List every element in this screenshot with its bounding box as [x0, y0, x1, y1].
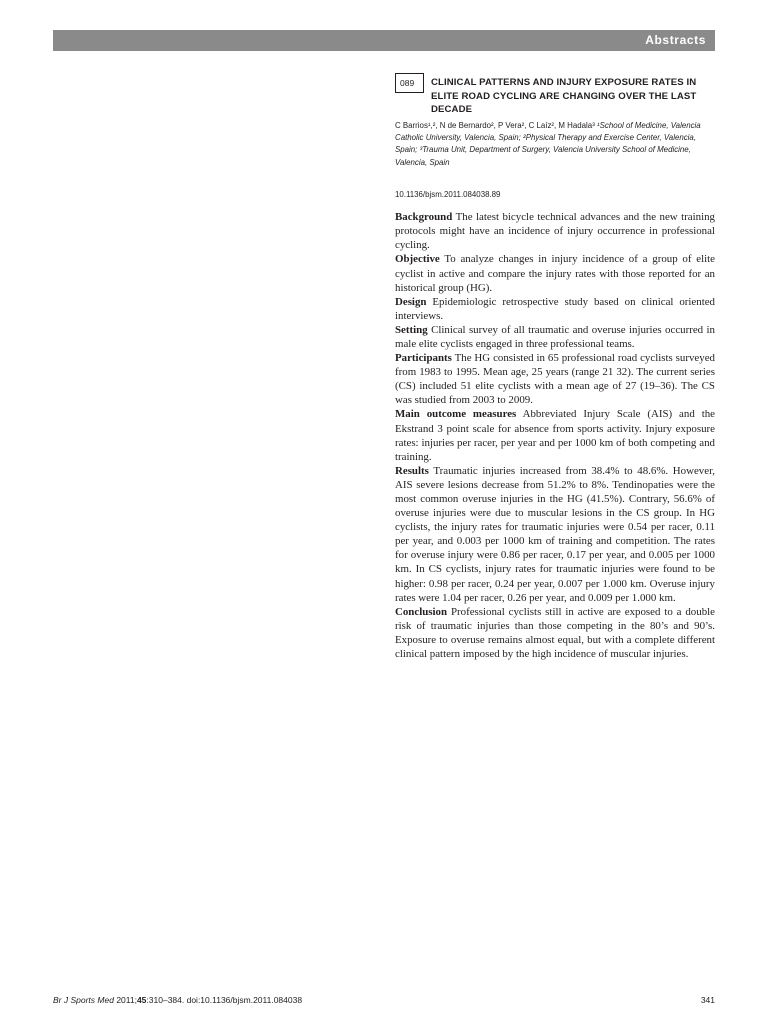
section-text: Traumatic injuries increased from 38.4% to 48.6%. However, AIS severe lesions decrease from 51.2% to 8%. Tendinopaties were the most common overuse injuries in the HG (41.5%). Contrary, 56.6% of overuse injuries were due to muscular lesions in the CS group. In HG cyclists, the injury rates for traumatic injuries were 0.54 per racer, 0.11 per year, and 0.003 per 1000 km of training and competition. The rates for overuse injury were 0.86 per racer, 0.17 per year, and 0.005 per 1000 km. In CS cyclists, injury rates for traumatic injuries were found to be higher: 0.98 per racer, 0.24 per year, 0.007 per 1.000 km. Overuse injury rates were 1.04 per racer, 0.26 per year, and 0.009 per 1.000 km. [395, 464, 715, 604]
journal-year: 2011; [116, 995, 137, 1005]
section-text: Abbreviated Injury Scale (AIS) and the Ekstrand 3 point scale for absence from sports activity. Injury exposure rates: injuries per racer, per year and per 1000 km of both competing and training. [395, 408, 715, 463]
section-design [395, 295, 715, 323]
abstract-doi: 10.1136/bjsm.2011.084038.89 [395, 190, 501, 200]
section-results [395, 464, 715, 605]
section-label: Background [395, 211, 453, 224]
section-text: Professional cyclists still in active are exposed to a double risk of traumatic injuries than those competing in the 80’s and 90’s. Exposure to overuse remains almost equal, but with a complete different clinical pattern imposed by the high incidence of muscular injuries. [395, 605, 715, 661]
section-text: Clinical survey of all traumatic and overuse injuries occurred in male elite cyclists engaged in three professional teams. [395, 323, 715, 350]
section-title: Abstracts [645, 33, 706, 47]
section-setting [395, 323, 715, 351]
journal-volume: 45 [136, 995, 147, 1005]
section-label: Objective [395, 253, 440, 266]
section-text: Epidemiologic retrospective study based on clinical oriented interviews. [395, 295, 715, 322]
journal-pages-doi: :310–384. doi:10.1136/bjsm.2011.084038 [146, 995, 303, 1005]
section-label: Participants [395, 352, 452, 365]
section-main-outcome-measures [395, 407, 715, 463]
author-block [395, 120, 715, 170]
section-text: The latest bicycle technical advances and the new training protocols might have an incidence of injury occurrence in professional cycling. [395, 211, 715, 252]
section-label: Conclusion [395, 605, 448, 618]
section-conclusion [395, 605, 715, 661]
section-label: Main outcome measures [395, 408, 517, 421]
abstract-number: 089 [395, 73, 424, 93]
abstract-title: CLINICAL PATTERNS AND INJURY EXPOSURE RATES IN ELITE ROAD CYCLING ARE CHANGING OVER THE LAST DECADE [431, 77, 697, 115]
citation-footer [53, 995, 302, 1005]
abstract [395, 73, 715, 661]
section-header-bar [53, 30, 715, 51]
section-participants [395, 351, 715, 407]
journal-name: Br J Sports Med [53, 995, 114, 1005]
page-number: 341 [700, 995, 715, 1005]
section-background [395, 210, 715, 252]
author-names: C Barrios¹,², N de Bernardo², P Vera², C Laíz², M Hadala³ [395, 120, 595, 130]
abstract-body [395, 210, 715, 661]
author-affiliations: ¹School of Medicine, Valencia Catholic University, Valencia, Spain; ²Physical Therapy and Exercise Center, Valencia, Spain; ³Trauma Unit, Department of Surgery, Valencia University School of Medicine, Valencia, Spain [395, 120, 701, 167]
section-objective [395, 252, 715, 294]
section-text: To analyze changes in injury incidence of a group of elite cyclist in active and compare the injury rates with those reported for an historical group (HG). [395, 253, 715, 294]
section-label: Results [395, 464, 429, 477]
section-text: The HG consisted in 65 professional road cyclists surveyed from 1983 to 1995. Mean age, 25 years (range 21 32). The current series (CS) included 51 elite cyclists with a mean age of 27 (19–36). The CS was studied from 2003 to 2009. [395, 352, 715, 407]
section-label: Setting [395, 323, 428, 336]
section-label: Design [395, 295, 427, 308]
